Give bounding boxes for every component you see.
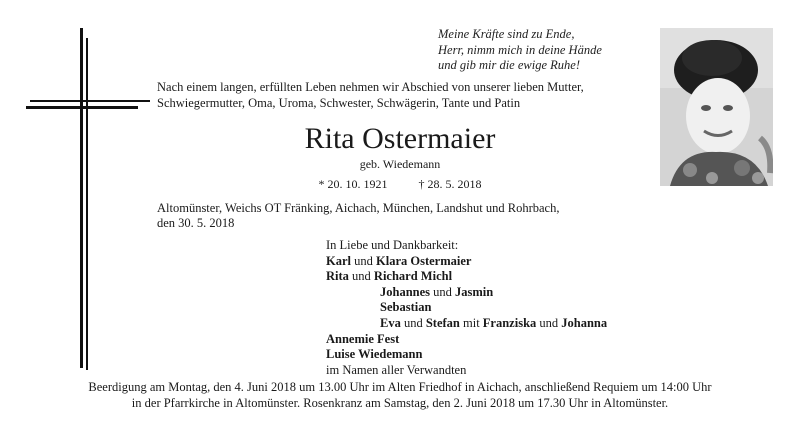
memorial-quote <box>438 27 648 74</box>
intro-text: Nach einem langen, erfüllten Leben nehmen wir Abschied von unserer lieben Mutter, Schwiegermutter, Oma, Uroma, Schwester, Schwägerin, Tante und Patin <box>157 80 584 110</box>
death-date: † 28. 5. 2018 <box>418 177 482 191</box>
mourner-line: Luise Wiedemann <box>326 347 423 362</box>
quote-line: Herr, nimm mich in deine Hände <box>438 42 602 57</box>
mourners-intro: In Liebe und Dankbarkeit: <box>326 238 459 252</box>
mourner-line: Rita und Richard Michl <box>326 269 453 284</box>
cross-icon-vertical-shadow <box>86 38 88 370</box>
mourner-line: Sebastian <box>380 300 432 315</box>
quote-line: Meine Kräfte sind zu Ende, <box>438 27 575 41</box>
mourner-line: Eva und Stefan mit Franziska und Johanna <box>380 315 608 330</box>
cross-icon-horizontal-shadow <box>26 106 138 109</box>
life-dates <box>157 177 643 192</box>
mourners-closing: im Namen aller Verwandten <box>326 362 467 377</box>
places-and-date: Altomünster, Weichs OT Fränking, Aichach, München, Landshut und Rohrbach, den 30. 5. 2018 <box>157 201 560 230</box>
mourner-line: Annemie Fest <box>326 331 400 346</box>
quote-line: und gib mir die ewige Ruhe! <box>438 58 580 72</box>
portrait-photo <box>660 28 773 186</box>
birth-date: * 20. 10. 1921 <box>318 177 388 191</box>
mourner-line: Johannes und Jasmin <box>380 284 494 299</box>
mourner-line: Karl und Klara Ostermaier <box>326 253 472 268</box>
deceased-name: Rita Ostermaier <box>304 122 496 155</box>
cross-icon-vertical <box>80 28 83 368</box>
cross-icon-horizontal <box>30 100 150 102</box>
birth-name: geb. Wiedemann <box>359 157 441 171</box>
mourners-list <box>326 238 656 378</box>
portrait-image-icon <box>660 28 773 186</box>
funeral-details: Beerdigung am Montag, den 4. Juni 2018 um 13.00 Uhr im Alten Friedhof in Aichach, anschließend Requiem um 14:00 Uhr in der Pfarrkirche in Altomünster. Rosenkranz am Samstag, den 2. Juni 2018 um 17.30 Uhr in Altomünster. <box>88 380 712 410</box>
